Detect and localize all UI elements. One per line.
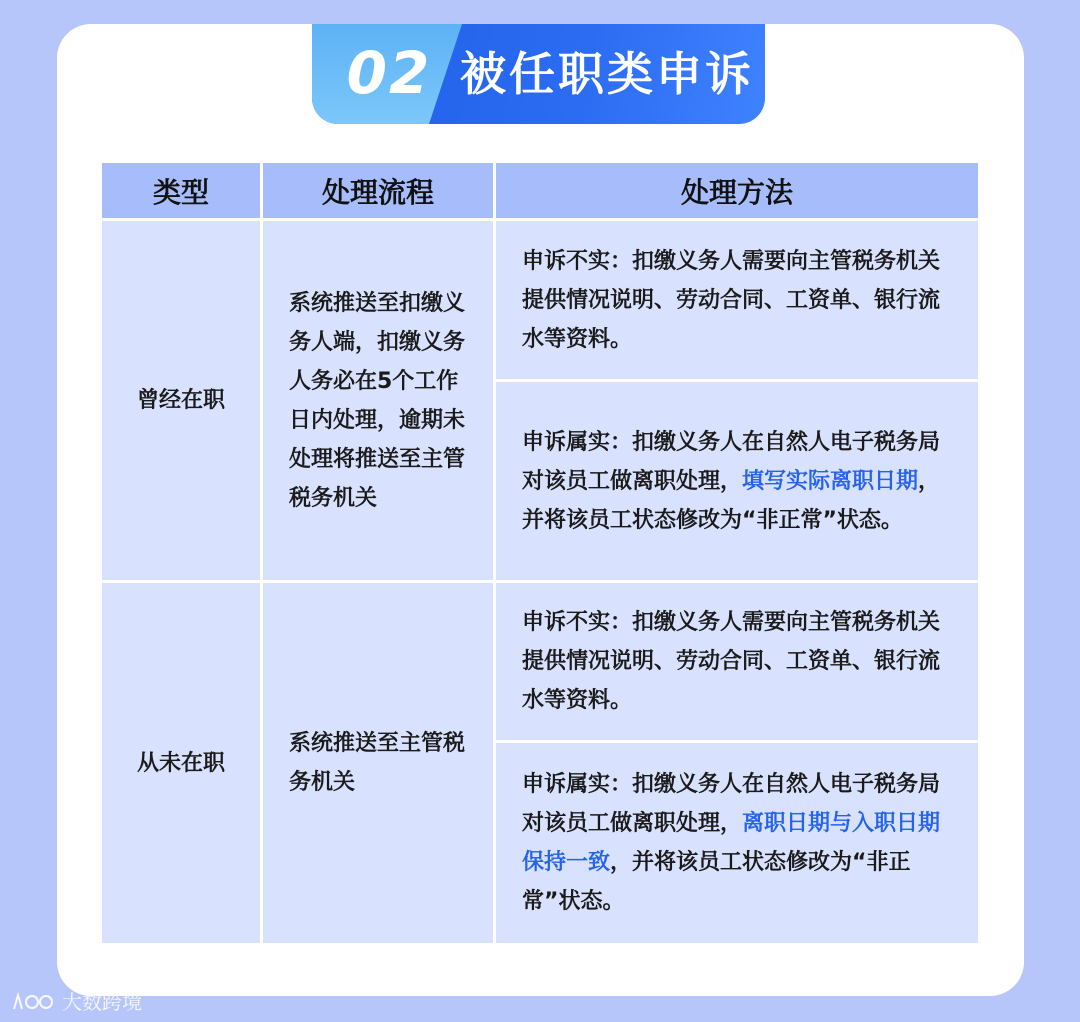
column-header-process: 处理流程 <box>263 163 493 218</box>
row-type-label: 从未在职 <box>136 750 225 776</box>
method-untrue-text: 申诉不实：扣缴义务人需要向主管税务机关提供情况说明、劳动合同、工资单、银行流水等资料。 <box>522 248 941 352</box>
row-process-cell <box>263 221 493 580</box>
appeal-table <box>102 163 978 943</box>
row-process-text: 系统推送至主管税务机关 <box>289 731 466 795</box>
watermark <box>12 988 142 1016</box>
section-header <box>312 24 765 124</box>
brand-logo-icon <box>12 991 56 1013</box>
row-process-cell <box>263 583 493 943</box>
section-number: 02 <box>346 39 432 107</box>
row-method-true-cell <box>496 743 978 943</box>
column-header-method: 处理方法 <box>496 163 978 218</box>
method-true-text <box>522 765 956 921</box>
row-type-label: 曾经在职 <box>136 388 225 413</box>
row-method-untrue-cell <box>496 221 978 379</box>
row-type-cell <box>102 583 260 943</box>
method-true-prefix: 申诉属实：扣缴义务人在自然人电子税务局对该员工做离职处理， <box>522 772 941 836</box>
method-true-suffix: ，并将该员工状态修改为“非正常”状态。 <box>522 850 911 914</box>
method-true-prefix: 申诉属实：扣缴义务人在自然人电子税务局对该员工做离职处理， <box>522 429 941 494</box>
row-method-untrue-cell <box>496 583 978 740</box>
method-true-suffix: ，并将该员工状态修改为“非正常”状态。 <box>522 468 941 533</box>
method-true-text <box>522 423 956 540</box>
section-title: 被任职类申诉 <box>460 47 754 101</box>
column-header-type: 类型 <box>102 163 260 218</box>
method-true-highlight: 离职日期与入职日期保持一致 <box>522 811 941 875</box>
row-type-cell <box>102 221 260 580</box>
method-true-highlight: 填写实际离职日期 <box>742 468 919 494</box>
row-method-true-cell <box>496 382 978 580</box>
row-process-text: 系统推送至扣缴义务人端，扣缴义务人务必在5个工作日内处理，逾期未处理将推送至主管税务机关 <box>289 290 466 511</box>
method-untrue-text: 申诉不实：扣缴义务人需要向主管税务机关提供情况说明、劳动合同、工资单、银行流水等资料。 <box>522 610 941 713</box>
watermark-text: 大数跨境 <box>62 990 142 1014</box>
